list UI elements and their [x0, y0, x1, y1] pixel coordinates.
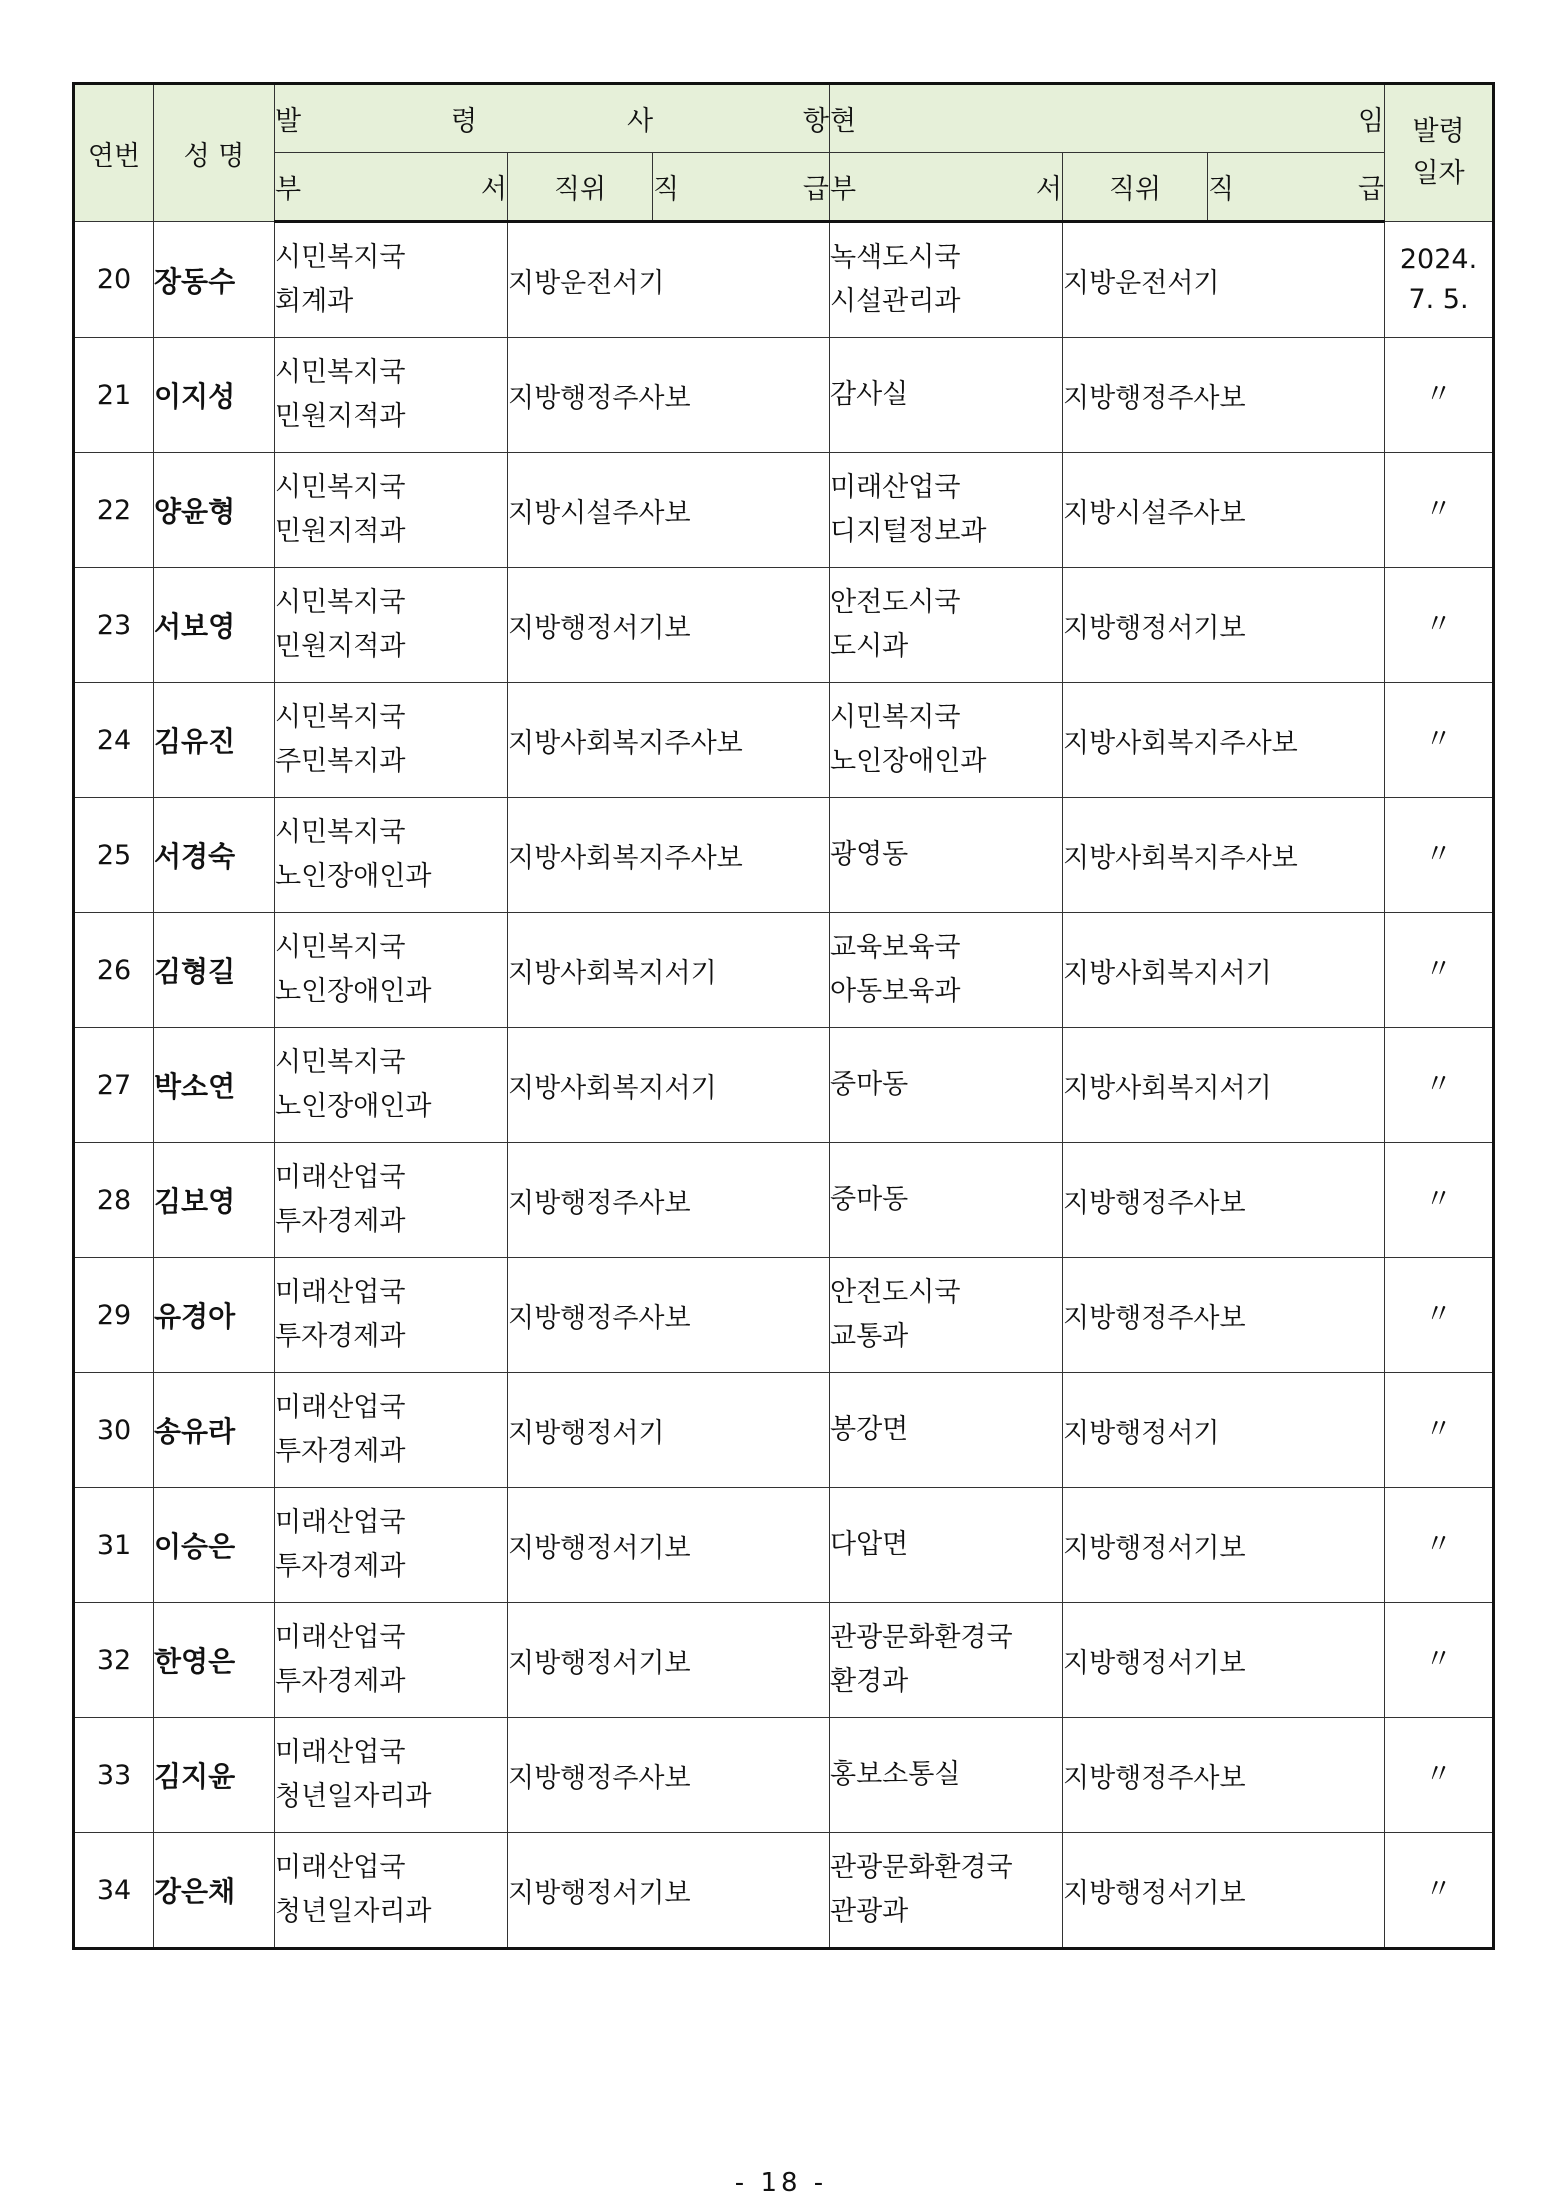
cell-date: [1385, 1028, 1494, 1143]
cell-no: 30: [74, 1373, 154, 1488]
cell-current-grade: 지방사회복지서기: [1063, 1028, 1385, 1143]
order-dept-line1: 시민복지국: [275, 702, 406, 733]
cell-order-dept: [275, 913, 508, 1028]
cell-date: [1385, 798, 1494, 913]
cell-no: 31: [74, 1488, 154, 1603]
header-order-group: 발 령 사 항: [275, 84, 830, 153]
cell-current-grade: 지방행정주사보: [1063, 1718, 1385, 1833]
cell-name: 양윤형: [154, 453, 275, 568]
table-row: [74, 1603, 1494, 1718]
order-dept-line2: 노인장애인과: [275, 1091, 432, 1122]
cell-current-grade: 지방행정서기보: [1063, 1833, 1385, 1949]
cell-no: 21: [74, 338, 154, 453]
current-dept-line2: 교통과: [830, 1321, 909, 1352]
cell-current-grade: 지방행정서기보: [1063, 568, 1385, 683]
cell-order-grade: 지방사회복지서기: [508, 913, 830, 1028]
cell-order-grade: 지방사회복지주사보: [508, 683, 830, 798]
cell-name: 김보영: [154, 1143, 275, 1258]
date-line1: 〃: [1425, 839, 1453, 870]
header-no: 연번: [74, 84, 154, 222]
current-dept-line1: 미래산업국: [830, 472, 961, 503]
date-line1: 〃: [1425, 1069, 1453, 1100]
cell-date: [1385, 453, 1494, 568]
header-order-position: 직위: [508, 153, 653, 222]
current-dept-line1: 감사실: [830, 379, 909, 410]
cell-no: 32: [74, 1603, 154, 1718]
cell-date: [1385, 338, 1494, 453]
date-line1: 2024.: [1399, 243, 1478, 275]
date-line1: 〃: [1425, 609, 1453, 640]
current-dept-line1: 시민복지국: [830, 702, 961, 733]
table-body: [74, 222, 1494, 1949]
cell-name: 장동수: [154, 222, 275, 338]
current-dept-line1: 중마동: [830, 1184, 909, 1215]
current-dept-line1: 봉강면: [830, 1414, 909, 1445]
current-dept-line2: 환경과: [830, 1666, 909, 1697]
cell-order-dept: [275, 683, 508, 798]
cell-order-grade: 지방행정서기: [508, 1373, 830, 1488]
table-row: [74, 1258, 1494, 1373]
cell-date: [1385, 1258, 1494, 1373]
date-line1: 〃: [1425, 494, 1453, 525]
table-row: [74, 1373, 1494, 1488]
cell-name: 강은채: [154, 1833, 275, 1949]
cell-order-dept: [275, 1488, 508, 1603]
header-date-line1: 발령: [1412, 116, 1465, 147]
table-row: [74, 222, 1494, 338]
cell-current-dept: [830, 1488, 1063, 1603]
cell-date: [1385, 1833, 1494, 1949]
cell-date: [1385, 913, 1494, 1028]
current-dept-line2: 노인장애인과: [830, 746, 987, 777]
order-dept-line1: 시민복지국: [275, 242, 406, 273]
cell-order-dept: [275, 338, 508, 453]
table-row: [74, 453, 1494, 568]
cell-order-dept: [275, 798, 508, 913]
current-dept-line1: 안전도시국: [830, 1277, 961, 1308]
cell-date: [1385, 1143, 1494, 1258]
current-dept-line1: 녹색도시국: [830, 242, 961, 273]
date-line1: 〃: [1425, 1759, 1453, 1790]
cell-order-grade: 지방행정주사보: [508, 1143, 830, 1258]
cell-current-grade: 지방행정서기보: [1063, 1488, 1385, 1603]
current-dept-line1: 광영동: [830, 839, 909, 870]
date-line1: 〃: [1425, 1529, 1453, 1560]
header-date: [1385, 84, 1494, 222]
cell-date: [1385, 568, 1494, 683]
cell-name: 이지성: [154, 338, 275, 453]
cell-current-dept: [830, 1028, 1063, 1143]
cell-order-grade: 지방운전서기: [508, 222, 830, 338]
cell-order-dept: [275, 1143, 508, 1258]
order-dept-line2: 노인장애인과: [275, 976, 432, 1007]
cell-name: 박소연: [154, 1028, 275, 1143]
cell-name: 유경아: [154, 1258, 275, 1373]
order-dept-line1: 미래산업국: [275, 1622, 406, 1653]
order-dept-line2: 투자경제과: [275, 1321, 406, 1352]
cell-name: 서경숙: [154, 798, 275, 913]
header-name: 성 명: [154, 84, 275, 222]
table-row: [74, 1488, 1494, 1603]
cell-date: [1385, 1373, 1494, 1488]
order-dept-line1: 시민복지국: [275, 472, 406, 503]
cell-current-dept: [830, 913, 1063, 1028]
cell-current-grade: 지방행정서기보: [1063, 1603, 1385, 1718]
table-header: [74, 84, 1494, 222]
order-dept-line1: 미래산업국: [275, 1277, 406, 1308]
cell-order-grade: 지방사회복지주사보: [508, 798, 830, 913]
cell-order-dept: [275, 1028, 508, 1143]
order-dept-line2: 민원지적과: [275, 516, 406, 547]
date-line1: 〃: [1425, 724, 1453, 755]
cell-no: 29: [74, 1258, 154, 1373]
cell-date: [1385, 1488, 1494, 1603]
table-row: [74, 913, 1494, 1028]
cell-no: 33: [74, 1718, 154, 1833]
table-row: [74, 1143, 1494, 1258]
cell-order-dept: [275, 1258, 508, 1373]
cell-current-grade: 지방사회복지주사보: [1063, 683, 1385, 798]
order-dept-line2: 청년일자리과: [275, 1781, 432, 1812]
cell-order-dept: [275, 1833, 508, 1949]
order-dept-line1: 시민복지국: [275, 1047, 406, 1078]
cell-order-dept: [275, 1603, 508, 1718]
current-dept-line1: 관광문화환경국: [830, 1852, 1013, 1883]
cell-current-dept: [830, 222, 1063, 338]
cell-no: 28: [74, 1143, 154, 1258]
cell-order-grade: 지방행정주사보: [508, 1718, 830, 1833]
cell-current-dept: [830, 1718, 1063, 1833]
cell-no: 22: [74, 453, 154, 568]
cell-current-dept: [830, 798, 1063, 913]
order-dept-line1: 시민복지국: [275, 817, 406, 848]
cell-current-grade: 지방행정주사보: [1063, 1143, 1385, 1258]
cell-name: 김지윤: [154, 1718, 275, 1833]
current-dept-line2: 도시과: [830, 631, 909, 662]
table-row: [74, 798, 1494, 913]
order-dept-line2: 노인장애인과: [275, 861, 432, 892]
cell-name: 김형길: [154, 913, 275, 1028]
date-line1: 〃: [1425, 1874, 1453, 1905]
cell-current-grade: 지방시설주사보: [1063, 453, 1385, 568]
cell-order-grade: 지방행정서기보: [508, 1488, 830, 1603]
cell-name: 송유라: [154, 1373, 275, 1488]
cell-current-dept: [830, 1258, 1063, 1373]
date-line1: 〃: [1425, 1184, 1453, 1215]
order-dept-line1: 미래산업국: [275, 1507, 406, 1538]
cell-order-dept: [275, 453, 508, 568]
table-row: [74, 1718, 1494, 1833]
cell-date: [1385, 1603, 1494, 1718]
cell-no: 26: [74, 913, 154, 1028]
cell-no: 20: [74, 222, 154, 338]
header-order-dept: 부 서: [275, 153, 508, 222]
order-dept-line2: 민원지적과: [275, 631, 406, 662]
order-dept-line2: 투자경제과: [275, 1436, 406, 1467]
cell-order-dept: [275, 222, 508, 338]
cell-order-grade: 지방행정주사보: [508, 338, 830, 453]
cell-current-grade: 지방행정서기: [1063, 1373, 1385, 1488]
order-dept-line2: 투자경제과: [275, 1666, 406, 1697]
header-current-position: 직위: [1063, 153, 1208, 222]
cell-order-dept: [275, 1373, 508, 1488]
cell-name: 김유진: [154, 683, 275, 798]
header-date-line2: 일자: [1412, 158, 1465, 189]
order-dept-line1: 시민복지국: [275, 932, 406, 963]
order-dept-line1: 미래산업국: [275, 1852, 406, 1883]
cell-current-grade: 지방행정주사보: [1063, 1258, 1385, 1373]
order-dept-line2: 청년일자리과: [275, 1896, 432, 1927]
order-dept-line1: 미래산업국: [275, 1737, 406, 1768]
cell-no: 25: [74, 798, 154, 913]
order-dept-line2: 투자경제과: [275, 1206, 406, 1237]
cell-order-dept: [275, 1718, 508, 1833]
cell-current-dept: [830, 1833, 1063, 1949]
cell-date: [1385, 683, 1494, 798]
current-dept-line1: 안전도시국: [830, 587, 961, 618]
order-dept-line2: 민원지적과: [275, 401, 406, 432]
cell-order-grade: 지방행정서기보: [508, 568, 830, 683]
cell-order-grade: 지방행정서기보: [508, 1833, 830, 1949]
date-line1: 〃: [1425, 1644, 1453, 1675]
cell-order-grade: 지방시설주사보: [508, 453, 830, 568]
cell-name: 한영은: [154, 1603, 275, 1718]
cell-name: 서보영: [154, 568, 275, 683]
cell-current-dept: [830, 568, 1063, 683]
current-dept-line2: 관광과: [830, 1896, 909, 1927]
cell-order-dept: [275, 568, 508, 683]
cell-current-grade: 지방행정주사보: [1063, 338, 1385, 453]
date-line1: 〃: [1425, 954, 1453, 985]
cell-no: 24: [74, 683, 154, 798]
order-dept-line1: 미래산업국: [275, 1162, 406, 1193]
order-dept-line2: 주민복지과: [275, 746, 406, 777]
cell-current-dept: [830, 338, 1063, 453]
table-row: [74, 683, 1494, 798]
date-line1: 〃: [1425, 379, 1453, 410]
current-dept-line1: 교육보육국: [830, 932, 961, 963]
cell-current-grade: 지방사회복지서기: [1063, 913, 1385, 1028]
table-row: [74, 1833, 1494, 1949]
cell-current-dept: [830, 453, 1063, 568]
cell-order-grade: 지방행정서기보: [508, 1603, 830, 1718]
order-dept-line1: 미래산업국: [275, 1392, 406, 1423]
table-row: [74, 338, 1494, 453]
cell-current-dept: [830, 1603, 1063, 1718]
current-dept-line2: 아동보육과: [830, 976, 961, 1007]
cell-no: 27: [74, 1028, 154, 1143]
current-dept-line2: 디지털정보과: [830, 516, 987, 547]
cell-date: [1385, 222, 1494, 338]
current-dept-line1: 중마동: [830, 1069, 909, 1100]
cell-date: [1385, 1718, 1494, 1833]
table-row: [74, 568, 1494, 683]
cell-no: 23: [74, 568, 154, 683]
cell-current-dept: [830, 1143, 1063, 1258]
current-dept-line2: 시설관리과: [830, 286, 961, 317]
current-dept-line1: 관광문화환경국: [830, 1622, 1013, 1653]
table-row: [74, 1028, 1494, 1143]
cell-order-grade: 지방행정주사보: [508, 1258, 830, 1373]
date-line2: 7. 5.: [1408, 283, 1469, 315]
date-line1: 〃: [1425, 1299, 1453, 1330]
header-current-grade: 직 급: [1208, 153, 1385, 222]
cell-current-dept: [830, 683, 1063, 798]
cell-current-grade: 지방운전서기: [1063, 222, 1385, 338]
current-dept-line1: 홍보소통실: [830, 1759, 961, 1790]
cell-current-grade: 지방사회복지주사보: [1063, 798, 1385, 913]
header-current-group: 현 임: [830, 84, 1385, 153]
order-dept-line2: 회계과: [275, 286, 354, 317]
current-dept-line1: 다압면: [830, 1529, 909, 1560]
date-line1: 〃: [1425, 1414, 1453, 1445]
cell-order-grade: 지방사회복지서기: [508, 1028, 830, 1143]
order-dept-line1: 시민복지국: [275, 587, 406, 618]
header-order-grade: 직 급: [653, 153, 830, 222]
cell-current-dept: [830, 1373, 1063, 1488]
order-dept-line1: 시민복지국: [275, 357, 406, 388]
order-dept-line2: 투자경제과: [275, 1551, 406, 1582]
header-current-dept: 부 서: [830, 153, 1063, 222]
page-number: - 18 -: [734, 2168, 828, 2198]
cell-name: 이승은: [154, 1488, 275, 1603]
personnel-order-table: [72, 82, 1495, 1950]
cell-no: 34: [74, 1833, 154, 1949]
